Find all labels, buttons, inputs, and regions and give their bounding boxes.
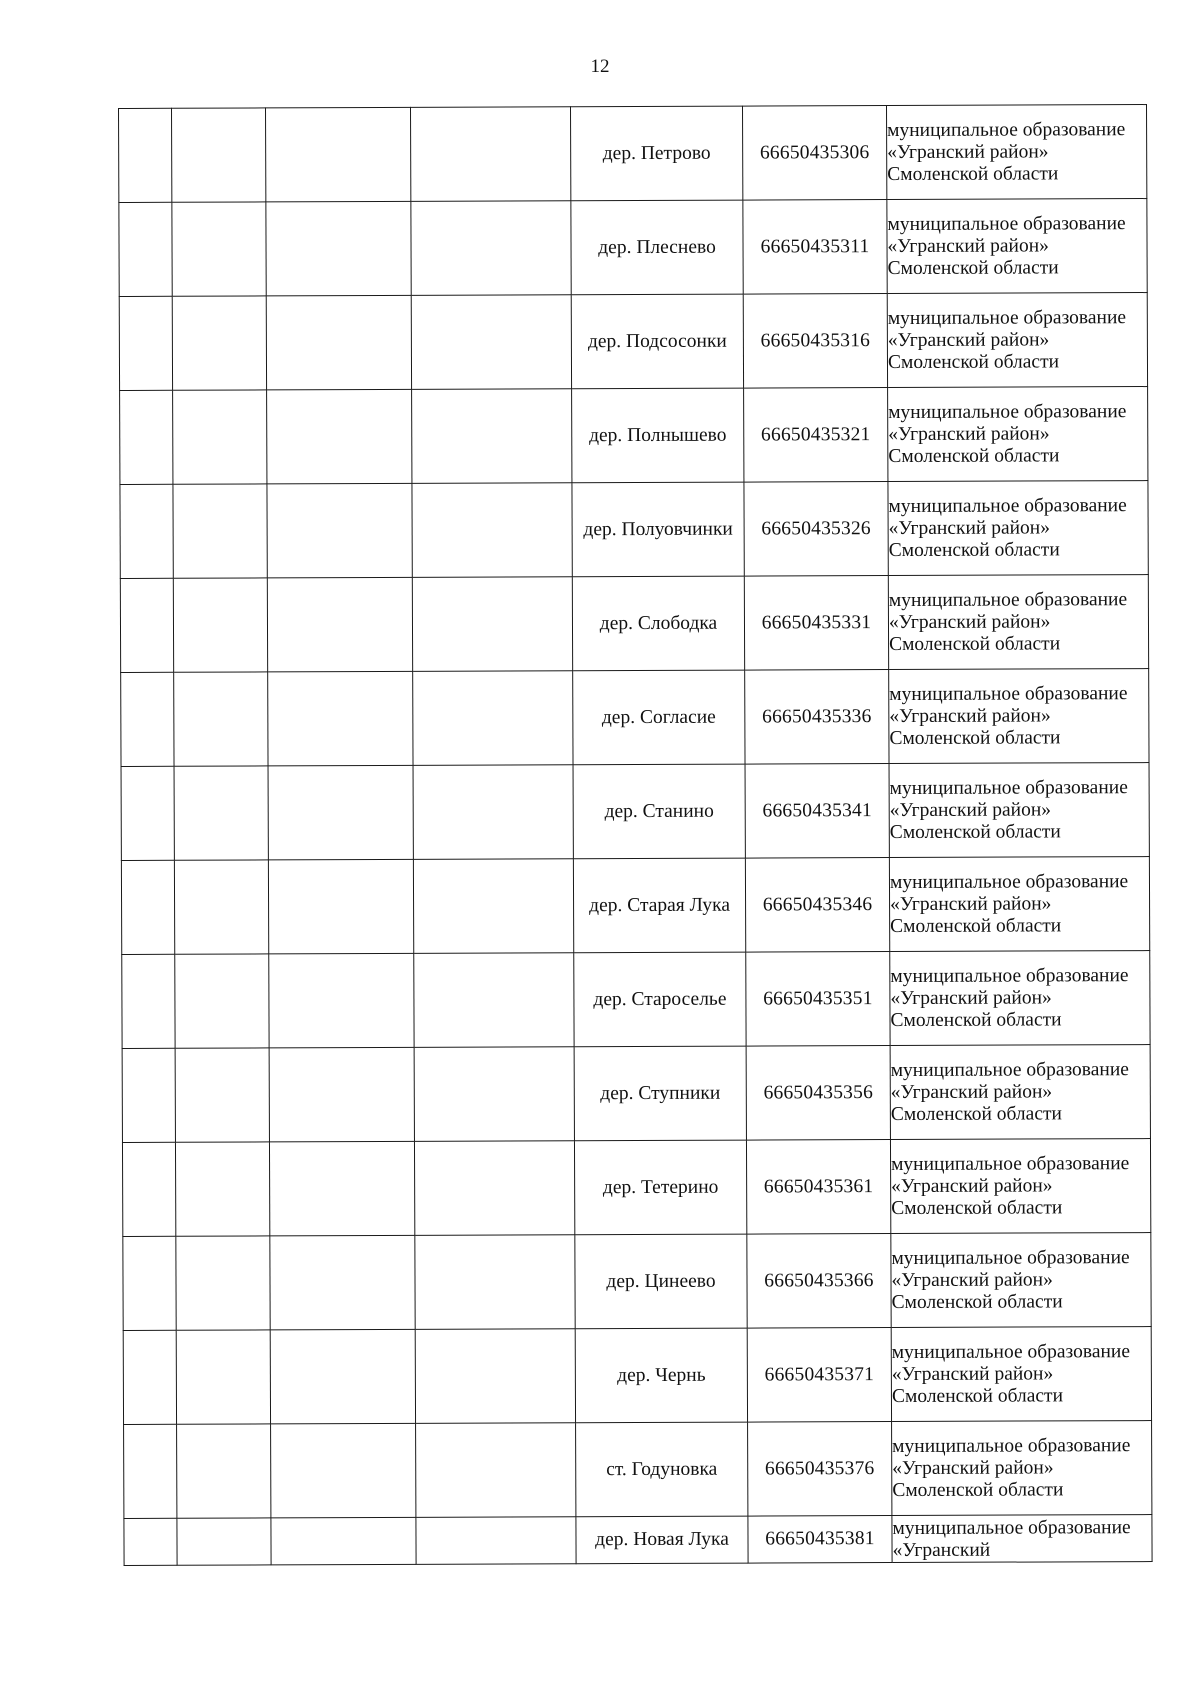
empty-cell-4 — [412, 577, 572, 672]
settlement-name-cell: дер. Ступники — [574, 1046, 746, 1141]
oktmo-code-cell: 66650435321 — [744, 388, 888, 483]
empty-cell-3 — [271, 1517, 416, 1565]
empty-cell-1 — [119, 296, 172, 390]
empty-cell-2 — [173, 484, 267, 578]
empty-cell-4 — [413, 859, 573, 954]
empty-cell-1 — [121, 860, 174, 954]
empty-cell-2 — [174, 672, 268, 766]
empty-cell-2 — [174, 766, 268, 860]
owner-cell: муниципальное образование «Угранский район» Смоленской области — [892, 1421, 1152, 1516]
empty-cell-2 — [172, 202, 266, 296]
table-row — [122, 1139, 1150, 1237]
oktmo-code-cell: 66650435376 — [748, 1422, 892, 1517]
empty-cell-3 — [270, 1235, 415, 1330]
empty-cell-1 — [119, 202, 172, 296]
empty-cell-2 — [172, 108, 266, 202]
empty-cell-3 — [266, 295, 411, 390]
settlement-name-cell: дер. Полуовчинки — [572, 482, 744, 577]
empty-cell-1 — [120, 578, 173, 672]
owner-cell: муниципальное образование «Угранский район» Смоленской области — [889, 669, 1149, 764]
owner-cell: муниципальное образование «Угранский район» Смоленской области — [888, 575, 1148, 670]
settlement-name-cell: дер. Согласие — [573, 670, 745, 765]
empty-cell-2 — [175, 1142, 269, 1236]
table-row — [124, 1421, 1152, 1519]
empty-cell-4 — [410, 107, 570, 202]
owner-cell: муниципальное образование «Угранский район» Смоленской области — [890, 1045, 1150, 1140]
oktmo-code-cell: 66650435331 — [744, 576, 888, 671]
empty-cell-3 — [269, 1141, 414, 1236]
empty-cell-2 — [174, 860, 268, 954]
empty-cell-2 — [176, 1330, 270, 1424]
empty-cell-1 — [123, 1330, 176, 1424]
empty-cell-3 — [268, 859, 413, 954]
owner-cell: муниципальное образование «Угранский район» Смоленской области — [891, 1233, 1151, 1328]
table-row — [120, 575, 1148, 673]
owner-cell: муниципальное образование «Угранский — [892, 1515, 1152, 1563]
empty-cell-3 — [266, 107, 411, 202]
table-row — [119, 199, 1147, 297]
empty-cell-3 — [267, 577, 412, 672]
oktmo-code-cell: 66650435366 — [747, 1234, 891, 1329]
empty-cell-1 — [119, 108, 172, 202]
table-row — [123, 1233, 1151, 1331]
empty-cell-4 — [413, 765, 573, 860]
empty-cell-3 — [268, 765, 413, 860]
settlement-registry-table — [118, 104, 1153, 1566]
settlement-name-cell: дер. Цинеево — [575, 1234, 747, 1329]
empty-cell-2 — [175, 954, 269, 1048]
owner-cell: муниципальное образование «Угранский район» Смоленской области — [891, 1327, 1151, 1422]
oktmo-code-cell: 66650435346 — [745, 858, 889, 953]
empty-cell-3 — [267, 389, 412, 484]
table-row — [120, 481, 1148, 579]
empty-cell-1 — [120, 390, 173, 484]
oktmo-code-cell: 66650435311 — [743, 200, 887, 295]
empty-cell-2 — [172, 296, 266, 390]
empty-cell-3 — [267, 483, 412, 578]
empty-cell-2 — [173, 578, 267, 672]
empty-cell-1 — [124, 1518, 177, 1565]
settlement-name-cell: дер. Станино — [573, 764, 745, 859]
settlement-name-cell: дер. Чернь — [575, 1328, 747, 1423]
settlement-name-cell: дер. Слободка — [572, 576, 744, 671]
empty-cell-3 — [269, 953, 414, 1048]
owner-cell: муниципальное образование «Угранский район» Смоленской области — [888, 481, 1148, 576]
table-row — [120, 387, 1148, 485]
empty-cell-4 — [415, 1235, 575, 1330]
table-row — [119, 293, 1147, 391]
empty-cell-4 — [412, 389, 572, 484]
oktmo-code-cell: 66650435356 — [746, 1046, 890, 1141]
owner-cell: муниципальное образование «Угранский район» Смоленской области — [890, 1139, 1150, 1234]
empty-cell-1 — [121, 766, 174, 860]
oktmo-code-cell: 66650435341 — [745, 764, 889, 859]
oktmo-code-cell: 66650435361 — [746, 1140, 890, 1235]
empty-cell-4 — [412, 483, 572, 578]
owner-cell: муниципальное образование «Угранский район» Смоленской области — [888, 387, 1148, 482]
empty-cell-1 — [123, 1236, 176, 1330]
table-row — [122, 951, 1150, 1049]
settlement-name-cell: дер. Новая Лука — [576, 1516, 748, 1564]
oktmo-code-cell: 66650435381 — [748, 1516, 892, 1564]
owner-cell: муниципальное образование «Угранский район» Смоленской области — [889, 763, 1149, 858]
empty-cell-1 — [122, 954, 175, 1048]
oktmo-code-cell: 66650435336 — [745, 670, 889, 765]
empty-cell-1 — [124, 1424, 177, 1518]
table-row — [121, 669, 1149, 767]
oktmo-code-cell: 66650435371 — [747, 1328, 891, 1423]
owner-cell: муниципальное образование «Угранский район» Смоленской области — [887, 293, 1147, 388]
table-row — [122, 1045, 1150, 1143]
settlement-name-cell: дер. Плеснево — [571, 200, 743, 295]
empty-cell-2 — [177, 1424, 271, 1518]
table-row — [123, 1327, 1151, 1425]
owner-cell: муниципальное образование «Угранский район» Смоленской области — [886, 105, 1146, 200]
settlement-name-cell: дер. Старая Лука — [573, 858, 745, 953]
empty-cell-3 — [270, 1329, 415, 1424]
settlement-name-cell: дер. Подсосонки — [571, 294, 743, 389]
settlement-name-cell: дер. Тетерино — [574, 1140, 746, 1235]
empty-cell-4 — [415, 1329, 575, 1424]
oktmo-code-cell: 66650435351 — [746, 952, 890, 1047]
empty-cell-3 — [268, 671, 413, 766]
empty-cell-3 — [266, 201, 411, 296]
oktmo-code-cell: 66650435306 — [742, 106, 886, 201]
empty-cell-4 — [414, 1047, 574, 1142]
settlement-name-cell: ст. Годуновка — [576, 1422, 748, 1517]
empty-cell-1 — [122, 1048, 175, 1142]
empty-cell-1 — [122, 1142, 175, 1236]
empty-cell-1 — [120, 484, 173, 578]
empty-cell-4 — [416, 1517, 576, 1565]
owner-cell: муниципальное образование «Угранский район» Смоленской области — [889, 857, 1149, 952]
empty-cell-4 — [414, 953, 574, 1048]
owner-cell: муниципальное образование «Угранский район» Смоленской области — [887, 199, 1147, 294]
settlement-name-cell: дер. Полнышево — [572, 388, 744, 483]
oktmo-code-cell: 66650435326 — [744, 482, 888, 577]
settlement-name-cell: дер. Староселье — [574, 952, 746, 1047]
empty-cell-2 — [173, 390, 267, 484]
empty-cell-2 — [177, 1518, 271, 1565]
table-row-partial — [124, 1515, 1152, 1566]
empty-cell-4 — [411, 295, 571, 390]
oktmo-code-cell: 66650435316 — [743, 294, 887, 389]
table-row — [121, 763, 1149, 861]
empty-cell-3 — [271, 1423, 416, 1518]
empty-cell-4 — [413, 671, 573, 766]
page-number: 12 — [590, 56, 610, 77]
table-row — [121, 857, 1149, 955]
empty-cell-4 — [414, 1141, 574, 1236]
empty-cell-3 — [269, 1047, 414, 1142]
empty-cell-4 — [411, 201, 571, 296]
table-row — [119, 105, 1147, 203]
empty-cell-2 — [175, 1048, 269, 1142]
owner-cell: муниципальное образование «Угранский район» Смоленской области — [890, 951, 1150, 1046]
settlement-name-cell: дер. Петрово — [570, 106, 742, 201]
empty-cell-4 — [416, 1423, 576, 1518]
empty-cell-1 — [121, 672, 174, 766]
empty-cell-2 — [176, 1236, 270, 1330]
